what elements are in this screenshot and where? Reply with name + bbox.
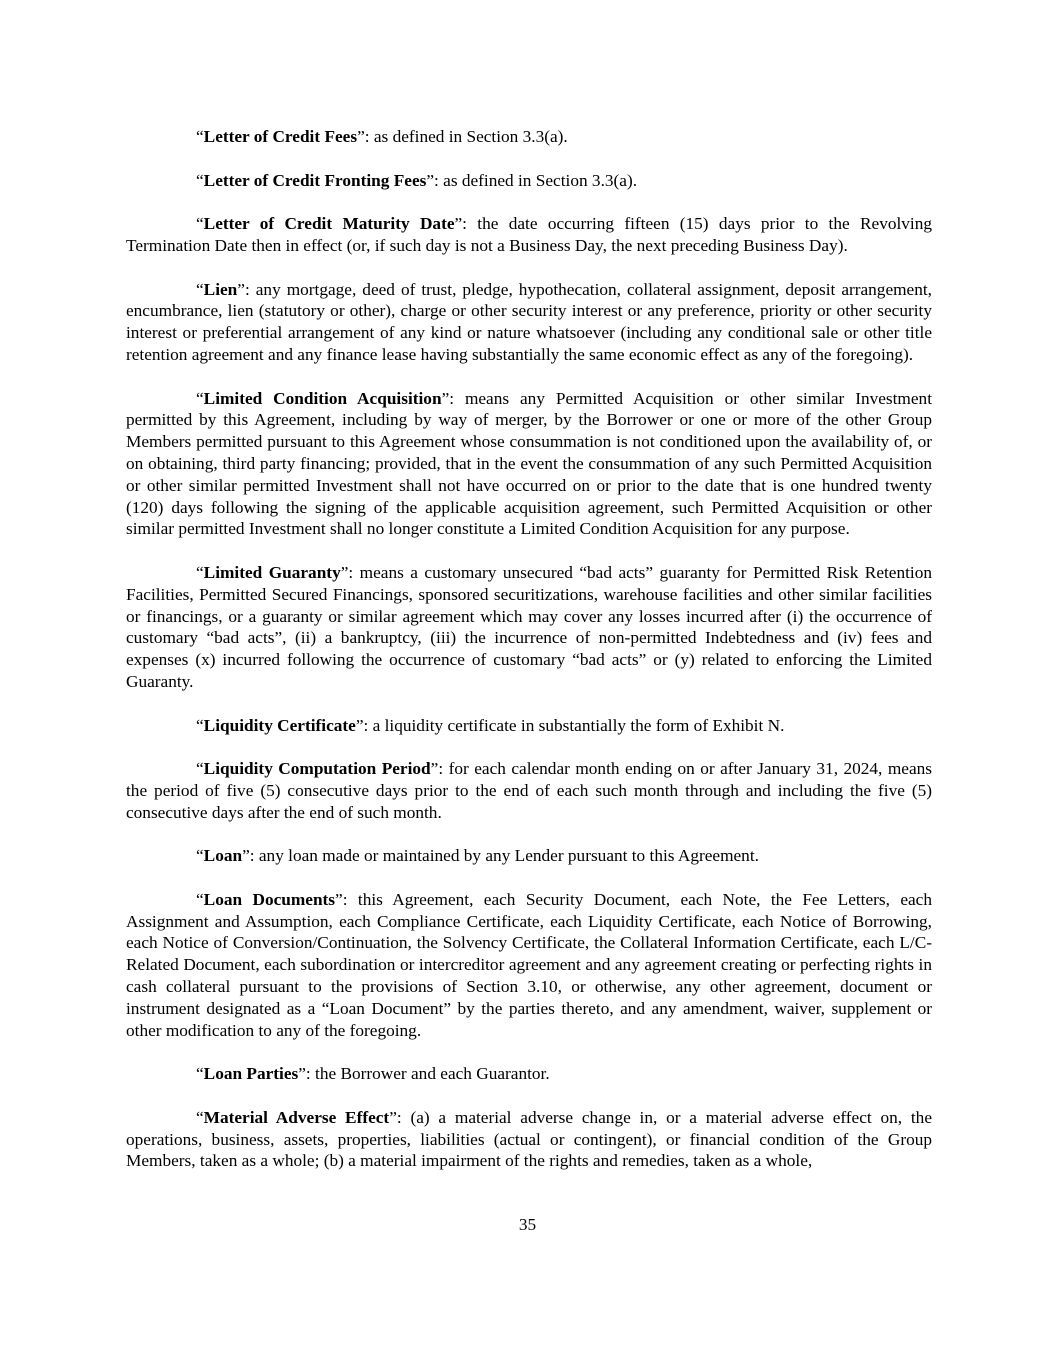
definition-loan-parties: “Loan Parties”: the Borrower and each Guarantor. [196, 1064, 550, 1084]
defined-term: Loan [203, 846, 243, 866]
definition-text: : as defined in Section 3.3(a). [364, 127, 568, 146]
defined-term: Liquidity Certificate [203, 715, 356, 735]
definition-loan: “Loan”: any loan made or maintained by any Lender pursuant to this Agreement. [196, 846, 759, 866]
definition-text: : for each calendar month ending on or after January 31, 2024, means the period of five (5) consecutive days prior to the end of each such month through and including the five (5) consecutive days after the end of such month. [126, 759, 932, 822]
definition-text: : means any Permitted Acquisition or other similar Investment permitted by this Agreement, including by way of merger, by the Borrower or one or more of the other Group Members permitted pursuant to this Agreement whose consummation is not conditioned upon the availability of, or on obtaining, third party financing; provided, that in the event the consummation of any such Permitted Acquisition or other similar permitted Investment shall not have occurred on or prior to the date that is one hundred twenty (120) days following the signing of the applicable acquisition agreement, such Permitted Acquisition or other similar permitted Investment shall no longer constitute a Limited Condition Acquisition for any purpose. [126, 388, 932, 539]
definition-letter-of-credit-fees: “Letter of Credit Fees”: as defined in Section 3.3(a). [196, 127, 568, 146]
defined-term: Liquidity Computation Period [203, 759, 431, 779]
defined-term: Letter of Credit Maturity Date [203, 214, 455, 234]
definition-limited-condition-acquisition: “Limited Condition Acquisition”: means any Permitted Acquisition or other similar Investment permitted by this Agreement, including by way of merger, by the Borrower or one or more of the other Group Members permitted pursuant to this Agreement whose consummation is not conditioned upon the availability of, or on obtaining, third party financing; provided, that in the event the consummation of any such Permitted Acquisition or other similar permitted Investment shall not have occurred on or prior to the date that is one hundred twenty (120) days following the signing of the applicable acquisition agreement, such Permitted Acquisition or other similar permitted Investment shall no longer constitute a Limited Condition Acquisition for any purpose. [126, 388, 932, 539]
defined-term: Material Adverse Effect [203, 1107, 390, 1127]
definition-text: : any loan made or maintained by any Lender pursuant to this Agreement. [249, 846, 759, 866]
defined-term: Limited Condition Acquisition [203, 388, 442, 408]
defined-term: Loan Documents [203, 889, 336, 909]
definition-liquidity-computation-period: “Liquidity Computation Period”: for each calendar month ending on or after January 31, 2024, means the period of five (5) consecutive days prior to the end of each such month through and including the five (5) consecutive days after the end of such month. [126, 759, 932, 822]
definition-liquidity-certificate: “Liquidity Certificate”: a liquidity certificate in substantially the form of Exhibit N. [196, 715, 785, 735]
document-body [126, 126, 932, 1194]
definition-text: : (a) a material adverse change in, or a material adverse effect on, the operations, business, assets, properties, liabilities (actual or contingent), or financial condition of the Group Members, taken as a whole; (b) a material impairment of the rights and remedies, taken as a whole, [126, 1107, 932, 1171]
definition-letter-of-credit-maturity-date: “Letter of Credit Maturity Date”: the date occurring fifteen (15) days prior to the Revolving Termination Date then in effect (or, if such day is not a Business Day, the next preceding Business Day). [126, 214, 932, 255]
defined-term: Letter of Credit Fees [203, 127, 358, 146]
definition-letter-of-credit-fronting-fees: “Letter of Credit Fronting Fees”: as defined in Section 3.3(a). [196, 170, 638, 190]
definition-lien: “Lien”: any mortgage, deed of trust, pledge, hypothecation, collateral assignment, deposit arrangement, encumbrance, lien (statutory or other), charge or other security interest or any preference, priority or other security interest or preferential arrangement of any kind or nature whatsoever (including any conditional sale or other title retention agreement and any finance lease having substantially the same economic effect as any of the foregoing). [126, 279, 932, 364]
definition-text: : a liquidity certificate in substantially the form of Exhibit N. [363, 715, 785, 735]
definition-text: : the date occurring fifteen (15) days prior to the Revolving Termination Date then in effect (or, if such day is not a Business Day, the next preceding Business Day). [126, 214, 932, 255]
definition-loan-documents: “Loan Documents”: this Agreement, each Security Document, each Note, the Fee Letters, each Assignment and Assumption, each Compliance Certificate, each Liquidity Certificate, each Notice of Borrowing, each Notice of Conversion/Continuation, the Solvency Certificate, the Collateral Information Certificate, each L/C-Related Document, each subordination or intercreditor agreement and any agreement creating or perfecting rights in cash collateral pursuant to the provisions of Section 3.10, or otherwise, any other agreement, document or instrument designated as a “Loan Document” by the parties thereto, and any amendment, waiver, supplement or other modification to any of the foregoing. [126, 889, 932, 1040]
defined-term: Limited Guaranty [203, 562, 341, 582]
definition-text: : any mortgage, deed of trust, pledge, hypothecation, collateral assignment, deposit arrangement, encumbrance, lien (statutory or other), charge or other security interest or any preference, priority or other security interest or preferential arrangement of any kind or nature whatsoever (including any conditional sale or other title retention agreement and any finance lease having substantially the same economic effect as any of the foregoing). [126, 279, 932, 364]
definition-text: : this Agreement, each Security Document, each Note, the Fee Letters, each Assignment and Assumption, each Compliance Certificate, each Liquidity Certificate, each Notice of Borrowing, each Notice of Conversion/Continuation, the Solvency Certificate, the Collateral Information Certificate, each L/C-Related Document, each subordination or intercreditor agreement and any agreement creating or perfecting rights in cash collateral pursuant to the provisions of Section 3.10, or otherwise, any other agreement, document or instrument designated as a “Loan Document” by the parties thereto, and any amendment, waiver, supplement or other modification to any of the foregoing. [126, 889, 932, 1040]
definition-text: : as defined in Section 3.3(a). [434, 170, 638, 190]
defined-term: Lien [203, 279, 238, 299]
definition-limited-guaranty: “Limited Guaranty”: means a customary unsecured “bad acts” guaranty for Permitted Risk Retention Facilities, Permitted Secured Financings, sponsored securitizations, warehouse facilities and other similar facilities or financings, or a guaranty or similar agreement which may cover any losses incurred after (i) the occurrence of customary “bad acts”, (ii) a bankruptcy, (iii) the incurrence of non-permitted Indebtedness and (iv) fees and expenses (x) incurred following the occurrence of customary “bad acts” or (y) related to enforcing the Limited Guaranty. [126, 562, 932, 691]
defined-term: Loan Parties [203, 1064, 299, 1084]
defined-term: Letter of Credit Fronting Fees [203, 170, 427, 190]
definition-text: : means a customary unsecured “bad acts” guaranty for Permitted Risk Retention Facilities, Permitted Secured Financings, sponsored securitizations, warehouse facilities and other similar facilities or financings, or a guaranty or similar agreement which may cover any losses incurred after (i) the occurrence of customary “bad acts”, (ii) a bankruptcy, (iii) the incurrence of non-permitted Indebtedness and (iv) fees and expenses (x) incurred following the occurrence of customary “bad acts” or (y) related to enforcing the Limited Guaranty. [126, 562, 932, 691]
page-number: 35 [518, 1215, 537, 1234]
definition-material-adverse-effect: “Material Adverse Effect”: (a) a material adverse change in, or a material adverse effect on, the operations, business, assets, properties, liabilities (actual or contingent), or financial condition of the Group Members, taken as a whole; (b) a material impairment of the rights and remedies, taken as a whole, [126, 1107, 932, 1171]
definition-text: : the Borrower and each Guarantor. [305, 1064, 550, 1084]
